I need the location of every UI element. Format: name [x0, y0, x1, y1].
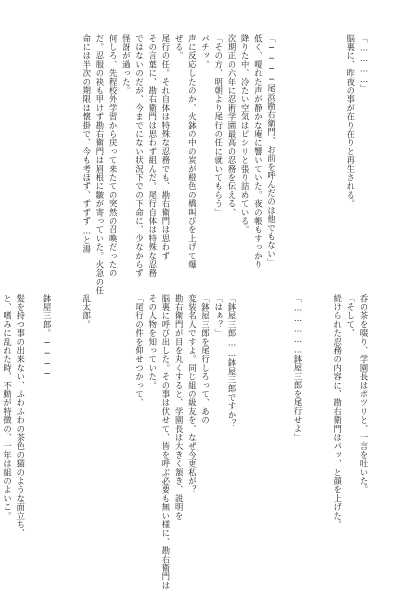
lower-column-19 [119, 294, 132, 526]
lower-column-1: 呑の茶を啜り、学園長はポツリと、一言を吐いた。 [357, 294, 370, 526]
upper-column-17: その言葉に、勘右衛門は思わず組んだ。尾行自体は特殊な忍務 [146, 34, 159, 270]
upper-column-11: 次期正の六年に忍術学園最高の忍務を伝える、 [225, 34, 238, 270]
lower-column-13: 「鉢屋三郎を尾行しろって、あの [198, 294, 211, 526]
lower-column-2: 「そして、 [344, 294, 357, 526]
lower-column-4 [317, 294, 330, 526]
lower-column-6: 「……………鉢屋三郎を尾行せよ」 [291, 294, 304, 526]
lower-column-27: 髪を持つ事の出来ない、ふわふわの茶色の猫のような面立ち、 [14, 294, 27, 526]
upper-column-15: ぜる。 [172, 34, 185, 270]
upper-column-9: 低く、嗄れた声が静かな庵に響いていた。夜の帳もすっかり [251, 34, 264, 270]
upper-column-22: 命には半次の期限は懐掛で、今も考ほず、ずずず…と湯 [80, 34, 93, 270]
upper-column-7 [278, 34, 291, 270]
upper-column-4 [317, 34, 330, 270]
lower-column-10 [238, 294, 251, 526]
lower-column-9 [251, 294, 264, 526]
upper-column-10: 降りた中、冷たい空気はピシリと張り詰めている。 [238, 34, 251, 270]
lower-column-23 [66, 294, 79, 526]
lower-column-16: 脳裏に呼び出した。その事は伏せて、皆を呼ぶ必要も無い様に、勘右衛門は [159, 294, 172, 526]
lower-column-14: 変装名人ですよ。同じ組の級友を、なぜ今更私が？ [185, 294, 198, 526]
upper-column-18: ではないのだが、今までにない状況下での下命に、少なからず [132, 34, 145, 270]
upper-column-21: だ。忍服の袂も甲けず勘右衛門は眉根に皺が寄っていた。火急の任 [93, 34, 106, 270]
upper-column-2: 脳裏に、昨夜の事が在り在りと再生される。 [344, 34, 357, 270]
text-block-upper [14, 34, 370, 270]
lower-column-20 [106, 294, 119, 526]
upper-column-16: 尾行の任。それ自体は特殊な忍務でも、勘右衛門は思わず [159, 34, 172, 270]
lower-column-11: 「鉢屋三郎……鉢屋三郎ですか？ [225, 294, 238, 526]
upper-column-8: 「────尾浜勘右衛門、お前を呼んだのは他でもない」 [264, 34, 277, 270]
lower-column-3: 続けられた忍務の内容に、勘右衛門はパッ、と顔を上げた。 [330, 294, 343, 526]
upper-column-19: 怪訝が過った。 [119, 34, 132, 270]
text-block-lower [14, 294, 370, 526]
lower-column-8 [264, 294, 277, 526]
lower-column-25: 鉢屋三郎。──── [40, 294, 53, 526]
lower-column-24 [53, 294, 66, 526]
lower-column-18: 「尾行の件を仰せつかって、 [132, 294, 145, 526]
lower-column-15: 勘右衛門が目を丸くすると、学園長は大きく頷き、説明を [172, 294, 185, 526]
lower-column-17: その人物を知っていた。 [146, 294, 159, 526]
lower-column-28: と、嗜みに乱れた時、不動が特徴の、一年は組のよいこ。 [0, 294, 13, 526]
lower-column-26 [27, 294, 40, 526]
lower-column-12: 「はぁ？」 [212, 294, 225, 526]
upper-column-6 [291, 34, 304, 270]
upper-column-12: 「その方、明朝より尾行の任に就いてもらう」 [212, 34, 225, 270]
upper-column-14: 声に反応したのか、火鉢の中の炭が橙色の橋叫びを上げて爆 [185, 34, 198, 270]
upper-column-3 [330, 34, 343, 270]
lower-column-21 [93, 294, 106, 526]
lower-column-5 [304, 294, 317, 526]
lower-column-22: 乱太郎。 [80, 294, 93, 526]
upper-column-13: パチッ。 [198, 34, 211, 270]
upper-column-20: 何しろ、先程校外学習から戻って来たての突然の召喚だったの [106, 34, 119, 270]
upper-column-1: 「…………」 [357, 34, 370, 270]
lower-column-7 [278, 294, 291, 526]
upper-column-5 [304, 34, 317, 270]
